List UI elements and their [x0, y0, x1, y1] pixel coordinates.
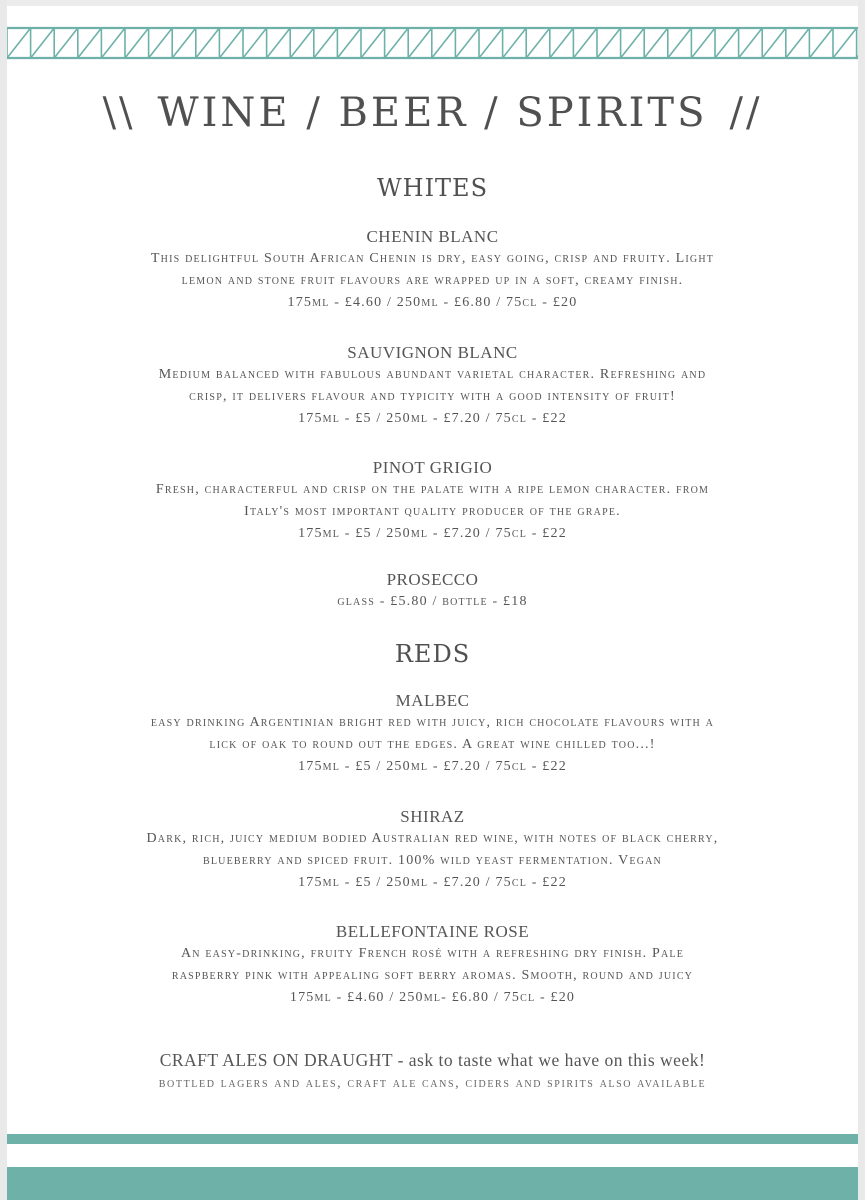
wine-description-line: This delightful South African Chenin is dry, easy going, crisp and fruity. Light: [150, 251, 715, 266]
wine-item-chenin-blanc: [47, 226, 818, 314]
title-text: WINE / BEER / SPIRITS: [157, 90, 708, 136]
wine-price: 175ml - £5 / 250ml - £7.20 / 75cl - £22: [298, 526, 567, 541]
wine-description-line: crisp, it delivers flavour and typicity with a good intensity of fruit!: [189, 389, 676, 404]
wine-name: SHIRAZ: [400, 807, 465, 826]
menu-title: [7, 90, 858, 136]
title-left-slashes: \\: [102, 90, 136, 136]
wine-item-malbec: [47, 690, 818, 778]
wine-item-pinot-grigio: [47, 457, 818, 545]
wine-price: 175ml - £5 / 250ml - £7.20 / 75cl - £22: [298, 759, 567, 774]
wine-item-bellefontaine-rose: [47, 921, 818, 1009]
wine-name: BELLEFONTAINE ROSE: [335, 922, 530, 941]
wine-description-line: blueberry and spiced fruit. 100% wild yeast fermentation. Vegan: [203, 853, 662, 868]
wine-name: PINOT GRIGIO: [372, 458, 493, 477]
craft-ales-headline: CRAFT ALES ON DRAUGHT - ask to taste what we have on this week!: [159, 1050, 706, 1070]
craft-ales-note: [27, 1048, 838, 1096]
wine-name: PROSECCO: [386, 570, 479, 589]
wine-name: CHENIN BLANC: [366, 227, 499, 246]
wine-item-shiraz: [47, 806, 818, 894]
wine-description-line: Fresh, characterful and crisp on the palate with a ripe lemon character. from: [155, 482, 710, 497]
wine-name: MALBEC: [395, 691, 470, 710]
wine-price: glass - £5.80 / bottle - £18: [337, 594, 528, 609]
wine-item-sauvignon-blanc: [47, 342, 818, 430]
craft-ales-subline: bottled lagers and ales, craft ale cans, ciders and spirits also available: [158, 1076, 707, 1091]
page-top-edge: [0, 0, 865, 6]
wine-price: 175ml - £4.60 / 250ml - £6.80 / 75cl - £20: [287, 295, 578, 310]
footer-thick-band: [7, 1167, 858, 1200]
wine-price: 175ml - £5 / 250ml - £7.20 / 75cl - £22: [298, 411, 567, 426]
wine-description-line: lemon and stone fruit flavours are wrapped up in a soft, creamy finish.: [181, 273, 684, 288]
wine-description-line: easy drinking Argentinian bright red with juicy, rich chocolate flavours with a: [150, 715, 715, 730]
wine-name: SAUVIGNON BLANC: [347, 343, 518, 362]
wine-description-line: raspberry pink with appealing soft berry aromas. Smooth, round and juicy: [171, 968, 694, 983]
wine-description-line: Medium balanced with fabulous abundant varietal character. Refreshing and: [158, 367, 707, 382]
reds-heading: REDS: [394, 640, 471, 668]
wine-description-line: lick of oak to round out the edges. A great wine chilled too...!: [209, 737, 656, 752]
wine-item-prosecco: [47, 569, 818, 613]
whites-heading: WHITES: [376, 174, 489, 202]
wine-price: 175ml - £4.60 / 250ml- £6.80 / 75cl - £20: [289, 990, 576, 1005]
title-right-slashes: //: [729, 90, 763, 136]
page-left-border: [0, 0, 7, 1200]
footer-thin-band: [7, 1134, 858, 1144]
zigzag-pattern-band: [7, 26, 858, 60]
wine-price: 175ml - £5 / 250ml - £7.20 / 75cl - £22: [298, 875, 567, 890]
page-right-border: [858, 0, 865, 1200]
wine-description-line: Italy's most important quality producer of the grape.: [244, 504, 621, 519]
wine-description-line: Dark, rich, juicy medium bodied Australian red wine, with notes of black cherry,: [146, 831, 719, 846]
wine-description-line: An easy-drinking, fruity French rosé with a refreshing dry finish. Pale: [180, 946, 685, 961]
